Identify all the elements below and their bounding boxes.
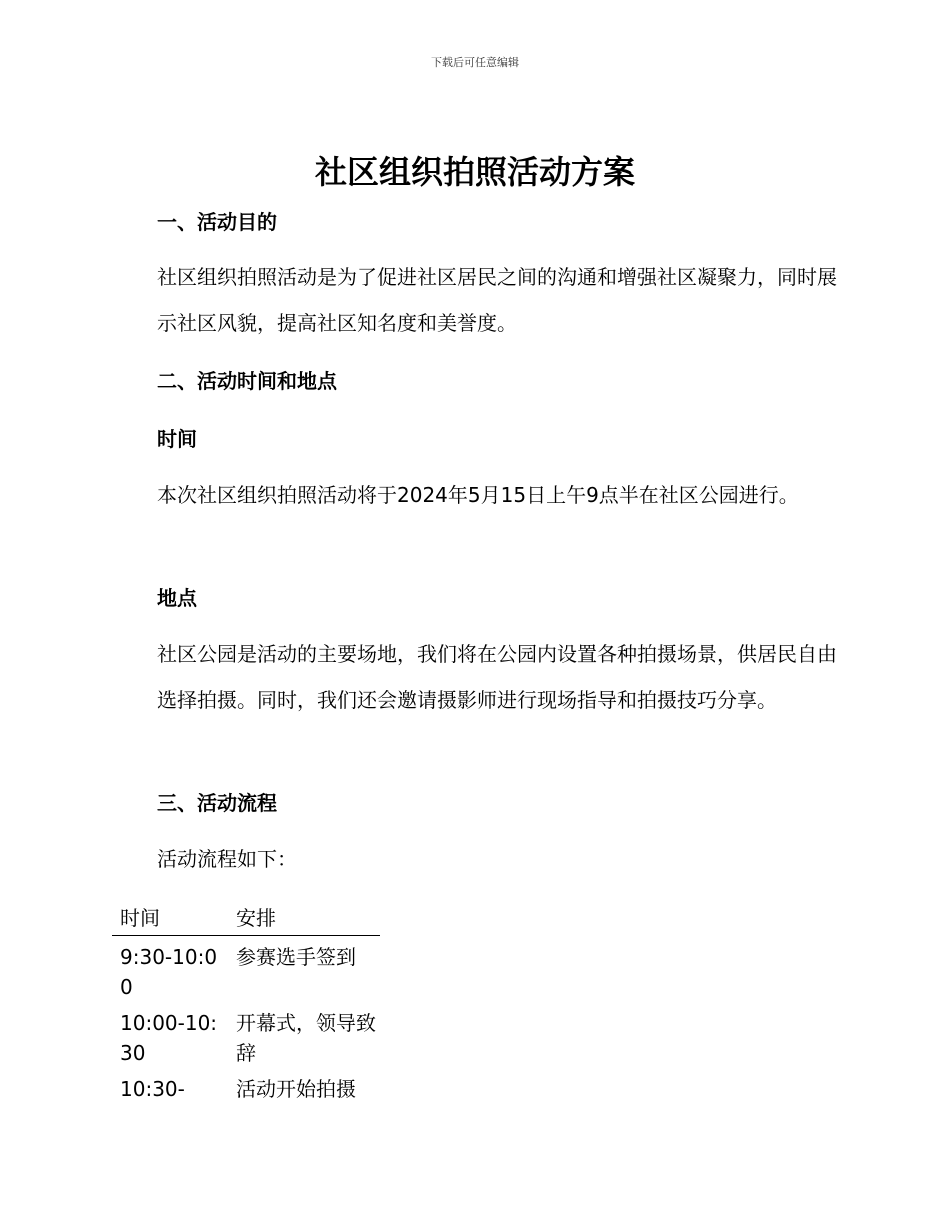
table-row — [112, 1002, 380, 1068]
paragraph-time-text: 本次社区组织拍照活动将于2024年5月15日上午9点半在社区公园进行。 — [157, 483, 799, 507]
table-cell-arrangement: 参赛选手签到 — [236, 945, 356, 969]
subheading-place: 地点 — [157, 586, 197, 610]
table-cell-time: 9:30-10:00 — [120, 945, 218, 999]
table-cell-arrangement: 开幕式，领导致辞 — [236, 1011, 376, 1065]
table-cell-time: 10:30- — [120, 1077, 185, 1101]
table-row — [112, 936, 380, 1003]
flow-intro-text: 活动流程如下： — [157, 847, 297, 871]
document-title: 社区组织拍照活动方案 — [314, 153, 635, 191]
section-heading-flow: 三、活动流程 — [157, 791, 277, 815]
table-header-row — [112, 903, 380, 936]
paragraph-flow-intro — [113, 836, 838, 882]
table-cell-arrangement: 活动开始拍摄 — [236, 1077, 356, 1101]
table-row — [112, 1068, 380, 1104]
schedule-table — [112, 903, 380, 1104]
section-heading-time-place: 二、活动时间和地点 — [157, 369, 337, 393]
table-cell-time: 10:00-10:30 — [120, 1011, 218, 1065]
header-note: 下载后可任意编辑 — [431, 56, 519, 69]
paragraph-time — [113, 472, 838, 518]
section-heading-purpose: 一、活动目的 — [157, 210, 277, 234]
paragraph-purpose — [113, 254, 838, 346]
paragraph-place-text: 社区公园是活动的主要场地，我们将在公园内设置各种拍摄场景，供居民自由选择拍摄。同时，我们还会邀请摄影师进行现场指导和拍摄技巧分享。 — [157, 642, 837, 712]
column-header-arrangement: 安排 — [228, 903, 380, 936]
paragraph-purpose-text: 社区组织拍照活动是为了促进社区居民之间的沟通和增强社区凝聚力，同时展示社区风貌，提高社区知名度和美誉度。 — [157, 265, 837, 335]
subheading-time: 时间 — [157, 427, 197, 451]
column-header-time: 时间 — [112, 903, 228, 936]
paragraph-place — [113, 631, 838, 723]
